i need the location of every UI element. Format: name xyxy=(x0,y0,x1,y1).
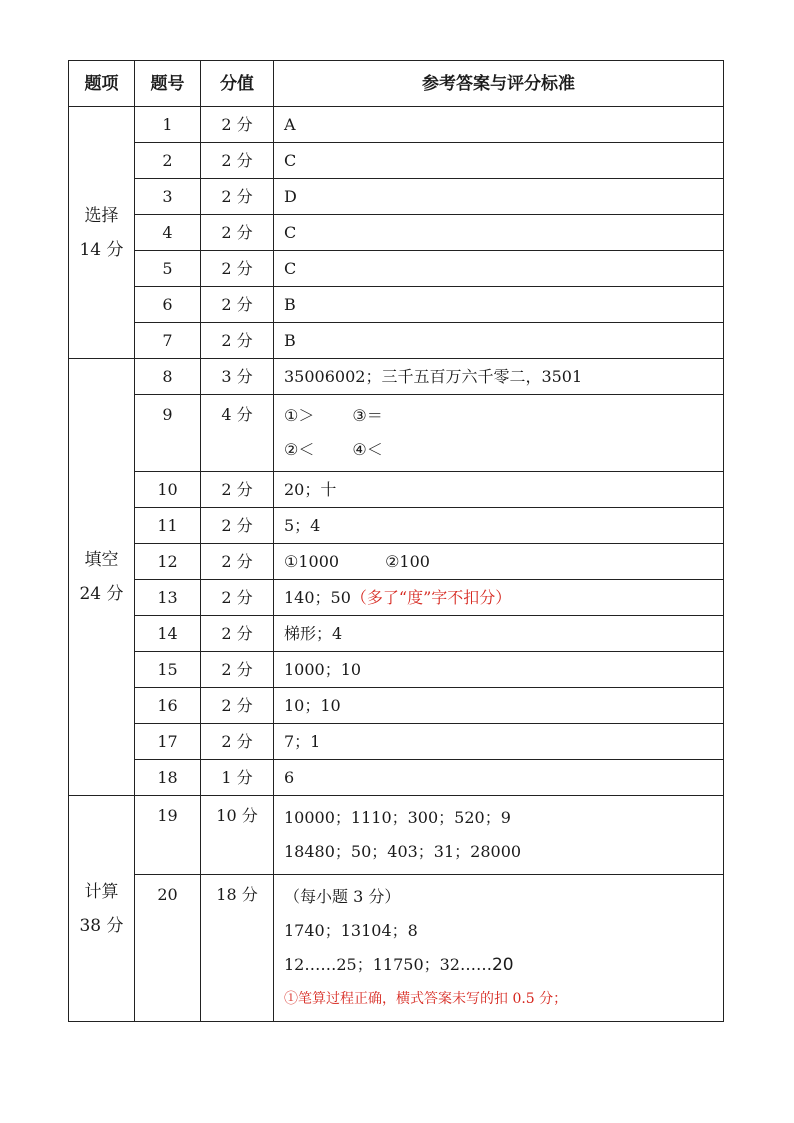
question-answer xyxy=(274,395,724,472)
question-score: 2 分 xyxy=(201,323,274,359)
answer-text: 140；50 xyxy=(284,587,351,607)
answer-part: ①＞ xyxy=(284,406,315,425)
question-number: 13 xyxy=(135,580,201,616)
question-answer: C xyxy=(274,251,724,287)
question-answer: D xyxy=(274,179,724,215)
question-answer xyxy=(274,875,724,1022)
question-answer: A xyxy=(274,107,724,143)
answer-line: 18480；50；403；31；28000 xyxy=(284,842,522,861)
answer-line xyxy=(284,948,723,982)
header-score: 分值 xyxy=(201,61,274,107)
table-row xyxy=(69,760,724,796)
table-row xyxy=(69,796,724,875)
question-score: 2 分 xyxy=(201,215,274,251)
question-number: 7 xyxy=(135,323,201,359)
table-row xyxy=(69,616,724,652)
answer-key-table xyxy=(68,60,724,1022)
answer-part: ④＜ xyxy=(352,440,383,459)
section-calc xyxy=(69,796,135,1022)
question-score: 2 分 xyxy=(201,544,274,580)
question-number: 20 xyxy=(135,875,201,1022)
question-answer: C xyxy=(274,215,724,251)
question-score: 10 分 xyxy=(201,796,274,875)
question-number: 3 xyxy=(135,179,201,215)
question-answer: 20；十 xyxy=(274,472,724,508)
header-answer: 参考答案与评分标准 xyxy=(274,61,724,107)
table-row xyxy=(69,395,724,472)
table-row xyxy=(69,875,724,1022)
question-number: 12 xyxy=(135,544,201,580)
answer-part: 20 xyxy=(491,955,514,975)
table-row xyxy=(69,724,724,760)
question-number: 10 xyxy=(135,472,201,508)
question-number: 9 xyxy=(135,395,201,472)
question-number: 8 xyxy=(135,359,201,395)
answer-line xyxy=(284,399,723,433)
question-number: 5 xyxy=(135,251,201,287)
answer-part: ③＝ xyxy=(352,406,383,425)
question-answer: B xyxy=(274,287,724,323)
table-row xyxy=(69,544,724,580)
answer-part: ②100 xyxy=(385,551,430,571)
question-answer xyxy=(274,796,724,875)
section-name: 填空 xyxy=(84,550,119,570)
question-score: 2 分 xyxy=(201,724,274,760)
question-score: 2 分 xyxy=(201,143,274,179)
question-number: 15 xyxy=(135,652,201,688)
question-score: 3 分 xyxy=(201,359,274,395)
table-row xyxy=(69,359,724,395)
table-row xyxy=(69,472,724,508)
question-answer xyxy=(274,544,724,580)
question-answer xyxy=(274,580,724,616)
question-number: 1 xyxy=(135,107,201,143)
header-row xyxy=(69,61,724,107)
header-number: 题号 xyxy=(135,61,201,107)
question-answer: 1000；10 xyxy=(274,652,724,688)
section-choice xyxy=(69,107,135,359)
question-answer: B xyxy=(274,323,724,359)
question-answer: 6 xyxy=(274,760,724,796)
question-number: 2 xyxy=(135,143,201,179)
question-number: 14 xyxy=(135,616,201,652)
table-row xyxy=(69,107,724,143)
question-score: 4 分 xyxy=(201,395,274,472)
question-score: 2 分 xyxy=(201,107,274,143)
section-total: 24 分 xyxy=(79,584,124,604)
question-score: 1 分 xyxy=(201,760,274,796)
question-number: 18 xyxy=(135,760,201,796)
answer-part: ①1000 xyxy=(284,551,340,571)
table-row xyxy=(69,652,724,688)
section-total: 14 分 xyxy=(79,239,124,260)
question-number: 11 xyxy=(135,508,201,544)
question-number: 4 xyxy=(135,215,201,251)
section-name: 计算 xyxy=(84,881,119,902)
answer-part: 12……25；11750；32…… xyxy=(284,955,492,974)
answer-line: 1740；13104；8 xyxy=(284,921,418,940)
section-fill xyxy=(69,359,135,796)
table-row xyxy=(69,508,724,544)
answer-part: ②＜ xyxy=(284,440,315,459)
section-name: 选择 xyxy=(84,205,119,226)
question-score: 2 分 xyxy=(201,287,274,323)
table-row xyxy=(69,215,724,251)
question-score: 2 分 xyxy=(201,616,274,652)
question-number: 16 xyxy=(135,688,201,724)
question-score: 2 分 xyxy=(201,179,274,215)
question-score: 2 分 xyxy=(201,508,274,544)
question-score: 2 分 xyxy=(201,688,274,724)
scoring-note: （多了“度”字不扣分） xyxy=(350,587,512,607)
scoring-note: ①笔算过程正确，横式答案未写的扣 0.5 分； xyxy=(284,991,568,1007)
question-score: 2 分 xyxy=(201,652,274,688)
table-row xyxy=(69,251,724,287)
question-answer: 10；10 xyxy=(274,688,724,724)
answer-line xyxy=(284,433,723,467)
header-section: 题项 xyxy=(69,61,135,107)
table-row xyxy=(69,179,724,215)
question-score: 2 分 xyxy=(201,580,274,616)
question-answer: 7；1 xyxy=(274,724,724,760)
table-row xyxy=(69,287,724,323)
question-score: 18 分 xyxy=(201,875,274,1022)
question-number: 6 xyxy=(135,287,201,323)
section-total: 38 分 xyxy=(79,915,124,936)
question-number: 19 xyxy=(135,796,201,875)
answer-line: （每小题 3 分） xyxy=(284,887,401,906)
question-score: 2 分 xyxy=(201,251,274,287)
answer-line: 10000；1110；300；520；9 xyxy=(284,808,511,827)
question-number: 17 xyxy=(135,724,201,760)
question-answer: 梯形；4 xyxy=(274,616,724,652)
question-score: 2 分 xyxy=(201,472,274,508)
question-answer: 5；4 xyxy=(274,508,724,544)
question-answer: C xyxy=(274,143,724,179)
table-row xyxy=(69,688,724,724)
table-row xyxy=(69,580,724,616)
table-row xyxy=(69,143,724,179)
question-answer: 35006002；三千五百万六千零二，3501 xyxy=(274,359,724,395)
table-row xyxy=(69,323,724,359)
